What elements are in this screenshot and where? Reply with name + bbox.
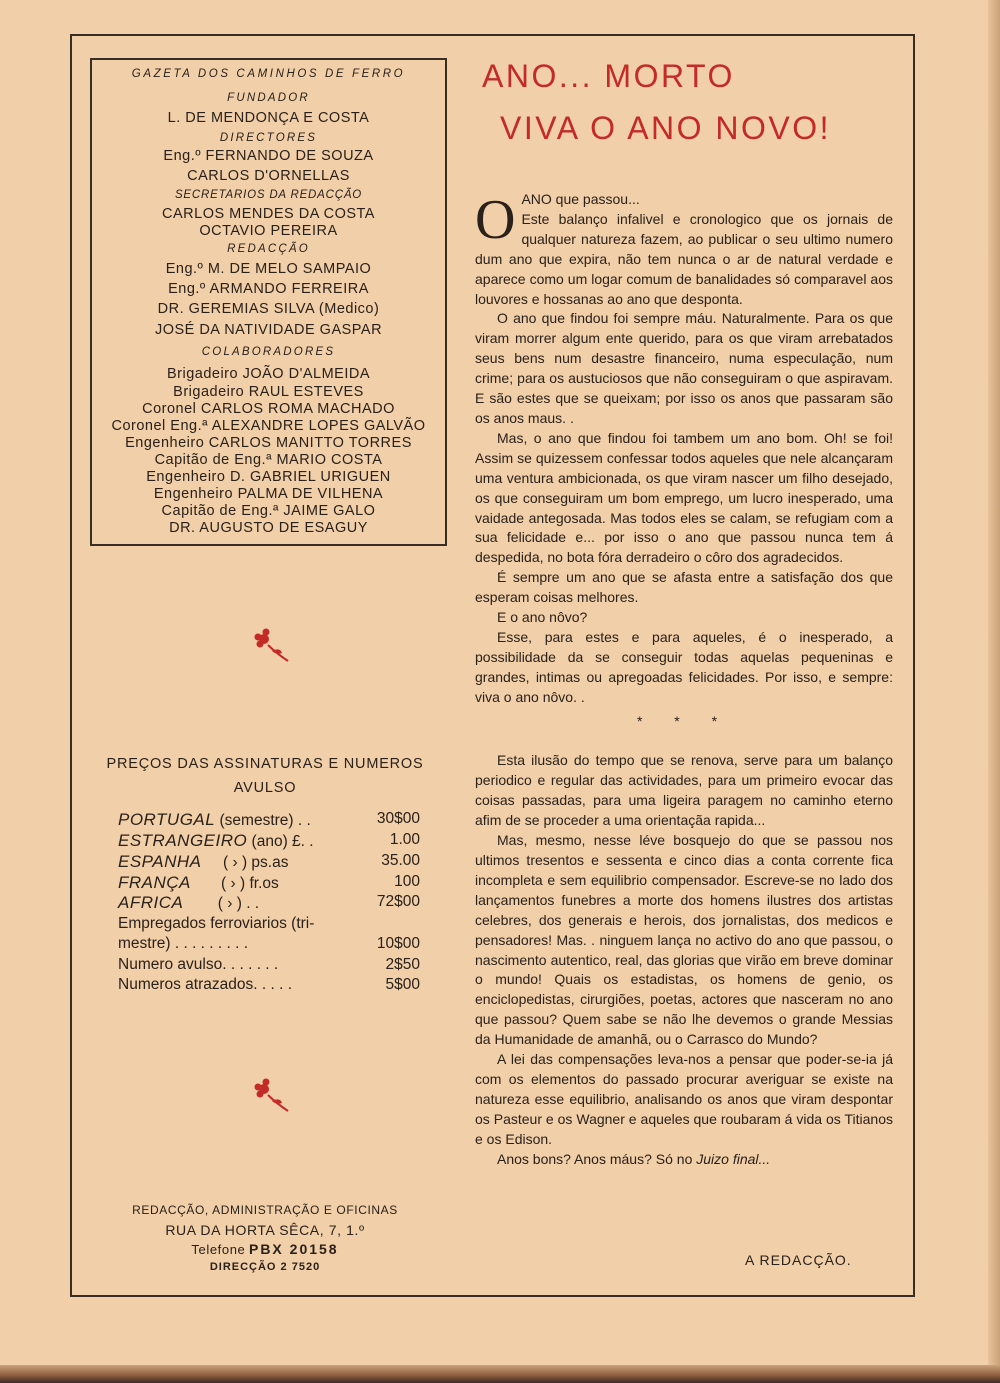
paragraph: É sempre um ano que se afasta entre a satisfação dos que esperam coisas melhores. — [475, 569, 893, 606]
redaccao-heading: REDACÇÃO — [227, 243, 310, 255]
headline-line-2: VIVA O ANO NOVO! — [500, 110, 832, 146]
signoff: A REDACÇÃO. — [745, 1252, 852, 1268]
director-name: Eng.º FERNANDO DE SOUZA — [163, 148, 374, 164]
page-edge-bottom — [0, 1365, 1000, 1383]
paragraph: Esta ilusão do tempo que se renova, serve para um balanço periodico e regular das actividades, para um primeiro evocar das coisas passadas, para uma ligeira paragem no caminho eterno afim de se proceder a uma orientaçãa rapida... — [475, 752, 893, 829]
fundador-name: L. DE MENDONÇA E COSTA — [167, 110, 370, 126]
colaborador-name: Engenheiro D. GABRIEL URIGUEN — [146, 469, 391, 485]
prices-title: AVULSO — [233, 780, 297, 796]
director-name: CARLOS D'ORNELLAS — [187, 168, 350, 184]
colaborador-name: Coronel CARLOS ROMA MACHADO — [142, 401, 395, 417]
fundador-heading: FUNDADOR — [227, 92, 310, 104]
colaborador-name: Engenheiro CARLOS MANITTO TORRES — [125, 435, 412, 451]
secretario-name: OCTAVIO PEREIRA — [199, 223, 338, 239]
masthead-box — [90, 58, 447, 546]
colaboradores-heading: COLABORADORES — [201, 346, 336, 358]
redaccao-name: Eng.º M. DE MELO SAMPAIO — [165, 261, 372, 277]
paragraph: Esse, para estes e para aqueles, é o inesperado, a possibilidade da se conseguir todas aquelas pequeninas e grandes, intimas ou apregoadas felicidades. Por isso, e sempre: viva o ano nôvo. . — [475, 628, 893, 705]
colaborador-name: Coronel Eng.ª ALEXANDRE LOPES GALVÃO — [111, 418, 426, 434]
paragraph: Mas, mesmo, nesse léve bosquejo do que se passou nos ultimos tresentos e sessenta e cinco dias a conta corrente fica incompleta e sem equilibrio compensador. Escreve-se no lado dos lançamentos funebres a morte dos homens ilustres dos artistas celebres, dos generais e herois, dos jornalistas, dos medicos e pensadores! Mas. . ninguem lança no activo do ano que passou, o nascimento autentico, real, das glorias que virão em breve dominar o mundo! Quais os estadistas, os homens de genio, os enciclopedistas, cirurgiões, poetas, actores que nasceram no ano que passou? Quem sabe se não lhe devemos o grande Messias da Humanidade de amanhã, ou o Carrasco do Mundo? — [475, 832, 893, 1048]
address-street: RUA DA HORTA SÊCA, 7, 1.º — [165, 1222, 365, 1238]
colaborador-name: Capitão de Eng.ª MARIO COSTA — [154, 452, 383, 468]
colaborador-name: Capitão de Eng.ª JAIME GALO — [161, 503, 376, 519]
section-divider: * * * — [636, 712, 732, 729]
headline-line-1: ANO... MORTO — [482, 58, 735, 94]
address-line: REDACÇÃO, ADMINISTRAÇÃO E OFICINAS — [132, 1203, 398, 1217]
flower-ornament-icon — [250, 1075, 290, 1115]
paragraph: A lei das compensações leva-nos a pensar que poder-se-ia já com os elementos do passado procurar averiguar se existe na natureza esse equilibrio, analisando os anos que viram despontar os Pasteur e os Wagner e aqueles que roubaram á vida os Titianos e os Edison. — [475, 1051, 893, 1147]
colaborador-name: Brigadeiro RAUL ESTEVES — [173, 384, 364, 400]
gazette-title: GAZETA DOS CAMINHOS DE FERRO — [131, 68, 406, 80]
redaccao-name: Eng.º ARMANDO FERREIRA — [168, 281, 369, 297]
paragraph: ANO que passou... Este balanço infalivel e cronologico que os jornais de qualquer natureza fazem, ao publicar o seu ultimo numero dum ano que expira, não tem nunca o ar de natural verdade e aparece como um logar comum de banalidades só comparavel aos louvores e hossanas ao ano que desponta. — [475, 191, 893, 307]
secretarios-heading: SECRETARIOS DA REDACÇÃO — [174, 189, 363, 201]
address-direccao: DIRECÇÃO 2 7520 — [209, 1261, 321, 1273]
directores-heading: DIRECTORES — [219, 132, 318, 144]
colaborador-name: Engenheiro PALMA DE VILHENA — [153, 486, 384, 502]
paragraph: Anos bons? Anos máus? Só no Juizo final... — [497, 1150, 771, 1167]
redaccao-name: JOSÉ DA NATIVIDADE GASPAR — [154, 322, 383, 338]
redaccao-name: DR. GEREMIAS SILVA (Medico) — [157, 301, 380, 317]
drop-cap: O — [475, 189, 516, 251]
flower-ornament-icon — [250, 625, 290, 665]
editorial-article — [475, 190, 893, 1170]
address-phone: Telefone PBX 20158 — [191, 1241, 339, 1257]
prices-title: PREÇOS DAS ASSINATURAS E NUMEROS — [106, 756, 424, 772]
colaborador-name: DR. AUGUSTO DE ESAGUY — [169, 520, 368, 536]
paragraph: E o ano nôvo? — [497, 609, 588, 626]
page-edge — [988, 0, 1000, 1383]
paragraph: O ano que findou foi sempre máu. Naturalmente. Para os que viram morrer algum ente querido, para os que viram arrebatados seus bens num desastre financeiro, numa especulação, num crime; para os austuciosos que não conseguiram o que aspiravam. E são estes que se queixam; por isso os anos que passaram são os anos maus. . — [475, 310, 893, 426]
colaborador-name: Brigadeiro JOÃO D'ALMEIDA — [166, 366, 371, 382]
paragraph: Mas, o ano que findou foi tambem um ano bom. Oh! se foi! Assim se quizessem confessar todos aqueles que nele alcançaram uma ventura ambicionada, os que viram nascer um filho desejado, os que conseguiram um bom emprego, um lucro inesperado, uma vaidade antegosada. Mas todos eles se calam, se refugiam com a sua felicidade e... por isso o ano que passou nunca tem á despedida, no bota fóra derradeiro o côro dos agradecidos. — [475, 429, 893, 566]
secretario-name: CARLOS MENDES DA COSTA — [162, 206, 375, 222]
